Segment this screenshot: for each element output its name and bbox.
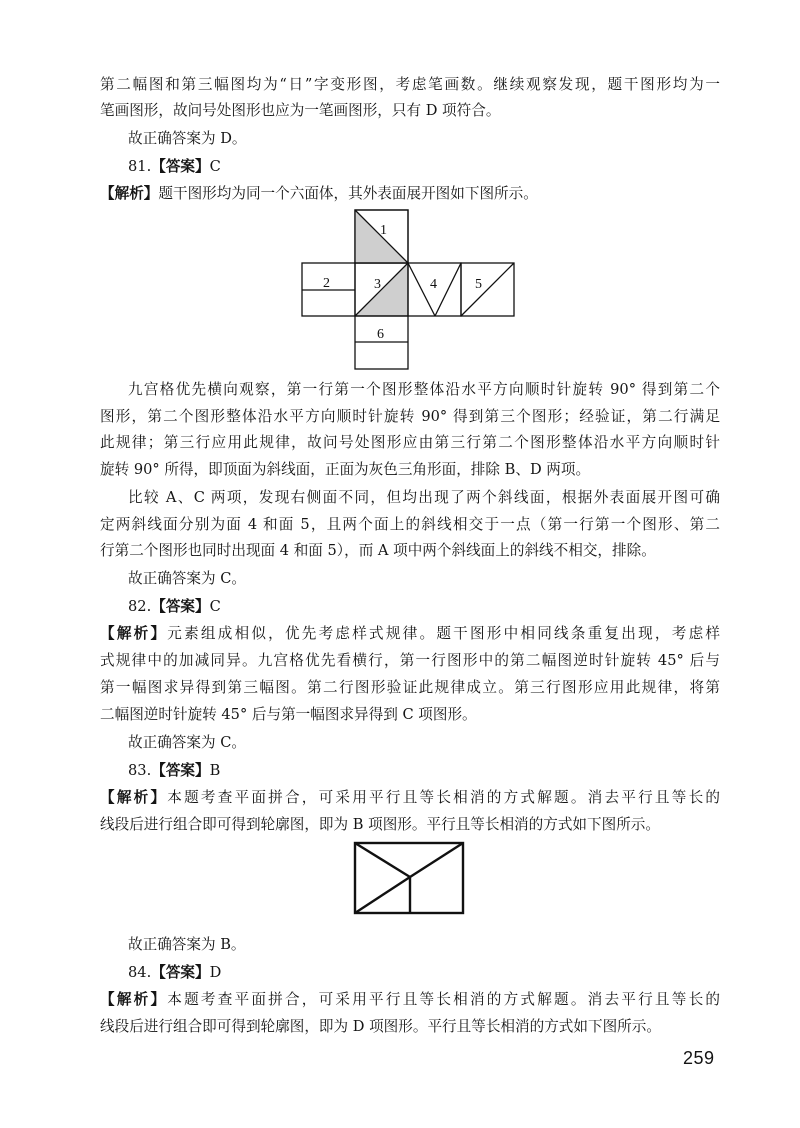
analysis-text: 题干图形均为同一个六面体，其外表面展开图如下图所示。: [158, 185, 538, 202]
analysis-line: [100, 184, 720, 204]
text-line: 式规律中的加减同异。九宫格优先看横行，第一行图形中的第二幅图逆时针旋转 45° 后与: [100, 652, 720, 669]
text-line: 笔画图形，故问号处图形也应为一笔画图形，只有 D 项符合。: [100, 102, 501, 119]
analysis-text: 本题考查平面拼合，可采用平行且等长相消的方式解题。消去平行且等长的: [167, 991, 720, 1008]
text-line: 比较 A、C 两项，发现右侧面不同，但均出现了两个斜线面，根据外表面展开图可确: [128, 489, 720, 506]
face-label-2: 2: [323, 276, 330, 291]
analysis-line: [100, 788, 720, 808]
answer-label: 【答案】: [151, 598, 210, 615]
page-number: 259: [683, 1048, 715, 1068]
text-line: 线段后进行组合即可得到轮廓图，即为 B 项图形。平行且等长相消的方式如下图所示。: [100, 816, 660, 833]
answer-label: 【答案】: [151, 762, 210, 779]
answer-value: B: [209, 762, 221, 779]
analysis-label: 【解析】: [100, 991, 168, 1008]
text-line: 此规律；第三行应用此规律，故问号处图形应由第三行第二个图形整体沿水平方向顺时针: [100, 434, 720, 451]
face-label-4: 4: [430, 277, 437, 292]
text-line: 九宫格优先横向观察，第一行第一个图形整体沿水平方向顺时针旋转 90° 得到第二个: [128, 381, 720, 398]
answer-label: 【答案】: [151, 964, 210, 981]
text-line: 第二幅图和第三幅图均为“日”字变形图，考虑笔画数。继续观察发现，题干图形均为一: [100, 76, 720, 93]
text-line: 定两斜线面分别为面 4 和面 5，且两个面上的斜线相交于一点（第一行第一个图形、第二: [100, 516, 720, 533]
question-number: 82.: [128, 598, 152, 615]
analysis-line: [100, 990, 720, 1010]
question-number: 83.: [128, 762, 152, 779]
analysis-label: 【解析】: [100, 789, 168, 806]
face-label-6: 6: [377, 327, 384, 342]
analysis-label: 【解析】: [100, 625, 168, 642]
face-label-5: 5: [475, 277, 482, 292]
answer-heading-83: [128, 761, 720, 781]
outline-figure: [352, 840, 467, 916]
text-line: 故正确答案为 C。: [128, 570, 246, 587]
analysis-label: 【解析】: [100, 185, 159, 202]
text-line: 第一幅图求异得到第三幅图。第二行图形验证此规律成立。第三行图形应用此规律，将第: [100, 679, 720, 696]
text-line: 线段后进行组合即可得到轮廓图，即为 D 项图形。平行且等长相消的方式如下图所示。: [100, 1018, 661, 1035]
cube-net-figure: [298, 208, 528, 373]
face-label-1: 1: [380, 223, 387, 238]
text-line: 故正确答案为 B。: [128, 936, 246, 953]
text-line: 图形，第二个图形整体沿水平方向顺时针旋转 90° 得到第三个图形；经验证，第二行满足: [100, 408, 720, 425]
answer-heading-84: [128, 963, 720, 983]
answer-value: D: [209, 964, 222, 981]
question-number: 84.: [128, 964, 152, 981]
text-line: 旋转 90° 所得，即顶面为斜线面，正面为灰色三角形面，排除 B、D 两项。: [100, 461, 591, 478]
analysis-text: 本题考查平面拼合，可采用平行且等长相消的方式解题。消去平行且等长的: [167, 789, 720, 806]
text-line: 二幅图逆时针旋转 45° 后与第一幅图求异得到 C 项图形。: [100, 706, 477, 723]
answer-value: C: [209, 158, 221, 175]
text-line: 行第二个图形也同时出现面 4 和面 5），而 A 项中两个斜线面上的斜线不相交，排除。: [100, 542, 656, 559]
text-line: 故正确答案为 C。: [128, 734, 246, 751]
text-line: 故正确答案为 D。: [128, 130, 247, 147]
answer-heading-82: [128, 597, 720, 617]
answer-label: 【答案】: [151, 158, 210, 175]
analysis-text: 元素组成相似，优先考虑样式规律。题干图形中相同线条重复出现，考虑样: [167, 625, 720, 642]
analysis-line: [100, 624, 720, 644]
answer-value: C: [209, 598, 221, 615]
answer-heading-81: [128, 157, 720, 177]
question-number: 81.: [128, 158, 152, 175]
face-label-3: 3: [374, 277, 381, 292]
